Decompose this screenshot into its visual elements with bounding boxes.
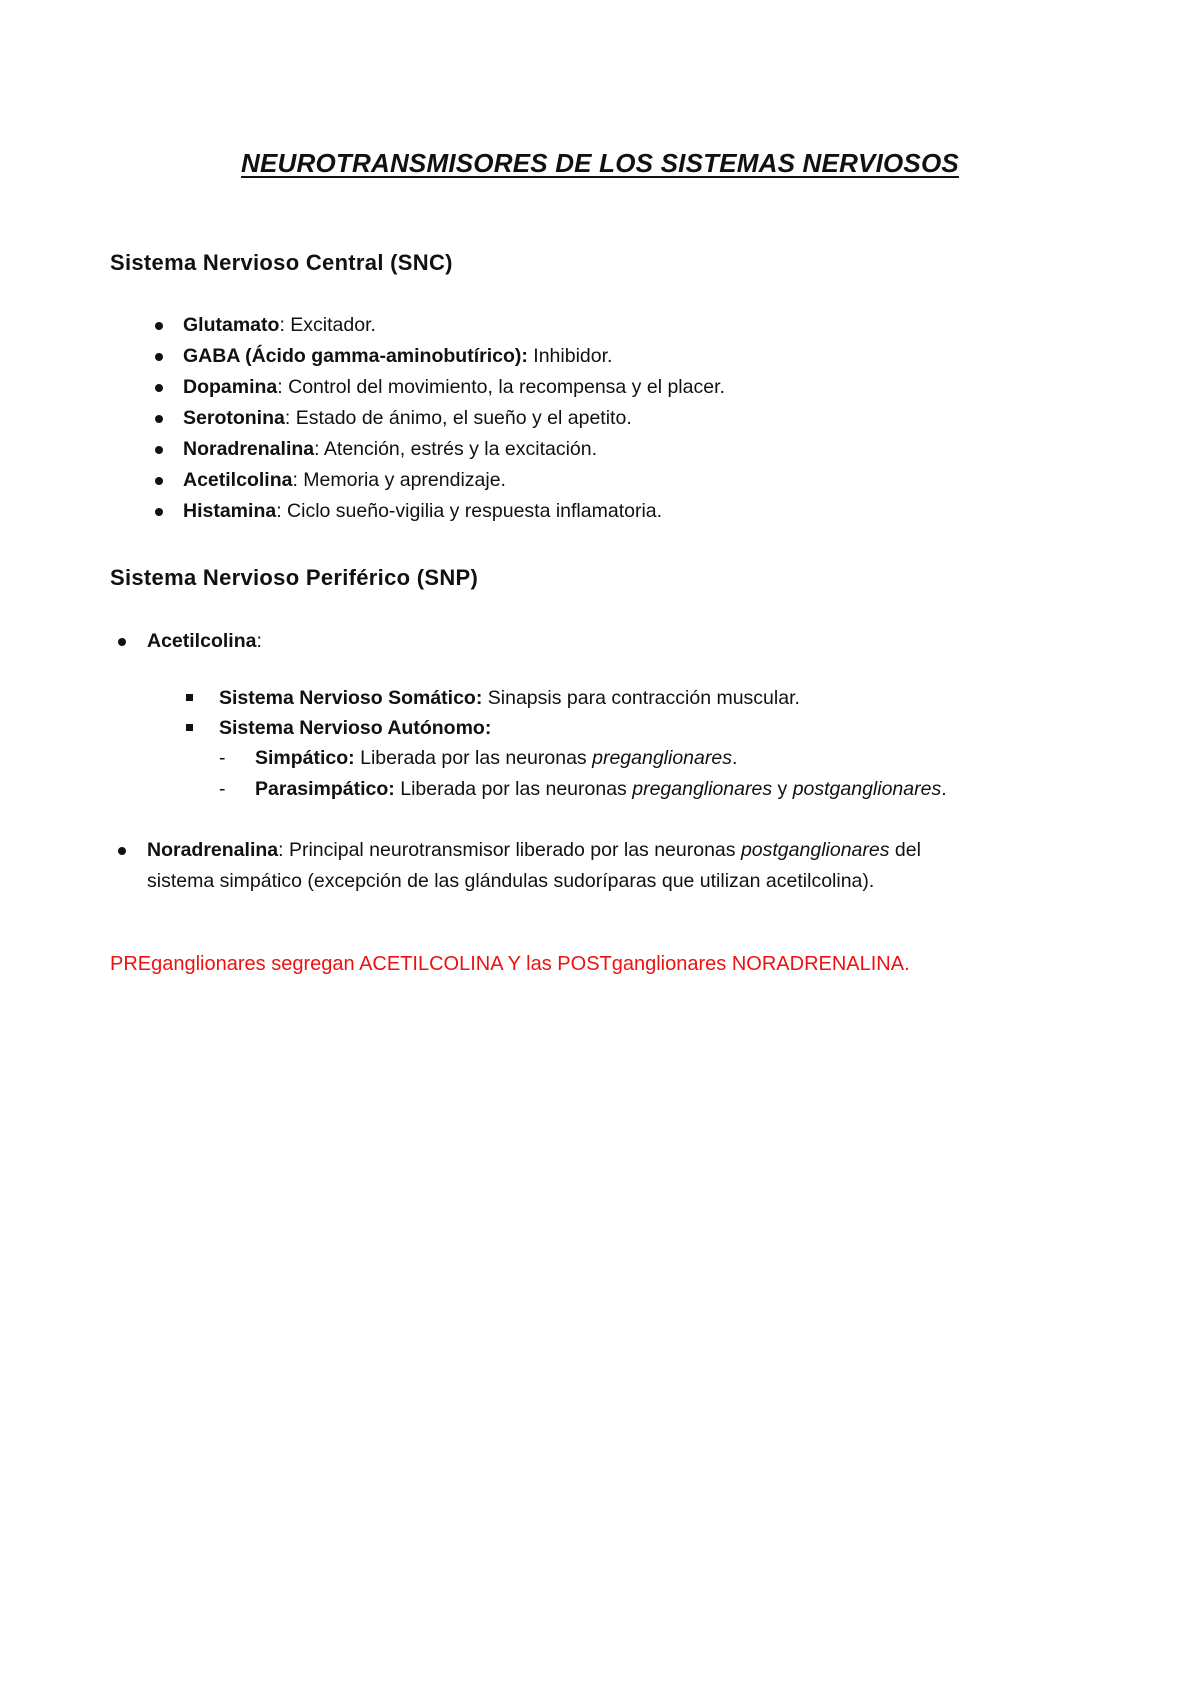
item-desc-end: del [889, 839, 921, 861]
item-term: GABA (Ácido gamma-aminobutírico): [183, 345, 528, 367]
item-end: . [731, 747, 738, 769]
item-term: Noradrenalina [147, 839, 279, 861]
item-term: Histamina [183, 500, 277, 522]
bullet-icon [155, 322, 163, 330]
item-sep: : [284, 407, 296, 429]
item-emphasis: postganglionares [740, 839, 890, 861]
item-desc: Excitador. [290, 314, 376, 336]
bullet-icon [155, 508, 163, 516]
item-desc: Liberada por las neuronas [354, 747, 593, 769]
square-bullet-icon [186, 724, 193, 731]
bullet-icon [155, 446, 163, 454]
item-desc: Ciclo sueño-vigilia y respuesta inflamatoria. [287, 500, 663, 522]
page-title: NEUROTRANSMISORES DE LOS SISTEMAS NERVIOSOS [241, 148, 959, 178]
item-sep: : [292, 469, 304, 491]
list-item-somatico [219, 683, 800, 714]
item-desc: Estado de ánimo, el sueño y el apetito. [295, 407, 632, 429]
bullet-icon [155, 384, 163, 392]
list-item [183, 310, 376, 341]
item-sep: : [314, 438, 324, 460]
list-item [183, 341, 612, 372]
item-desc: : Principal neurotransmisor liberado por las neuronas [278, 839, 741, 861]
item-sep: : [276, 500, 288, 522]
item-term: Simpático: [255, 747, 355, 769]
item-desc: Control del movimiento, la recompensa y el placer. [288, 376, 725, 398]
list-item-autonomo [219, 713, 491, 744]
item-term: Acetilcolina [147, 630, 257, 652]
bullet-icon [118, 847, 126, 855]
bullet-icon [155, 415, 163, 423]
item-term: Glutamato [183, 314, 280, 336]
item-desc: sistema simpático (excepción de las glándulas sudoríparas que utilizan acetilcolina). [147, 870, 875, 892]
item-term: Parasimpático: [255, 778, 395, 800]
list-item-noradrenalina-continued [147, 866, 874, 897]
dash-bullet-icon: - [219, 778, 226, 800]
item-term: Serotonina [183, 407, 285, 429]
bullet-icon [155, 477, 163, 485]
list-item [183, 465, 506, 496]
dash-bullet-icon: - [219, 747, 226, 769]
list-item-simpatico [255, 743, 737, 774]
item-emphasis: preganglionares [592, 747, 732, 769]
snc-heading: Sistema Nervioso Central (SNC) [110, 250, 453, 275]
item-desc: Atención, estrés y la excitación. [323, 438, 598, 460]
bullet-icon [118, 638, 126, 646]
item-emphasis: preganglionares [632, 778, 773, 800]
item-term: Sistema Nervioso Autónomo: [219, 717, 492, 739]
list-item [183, 496, 662, 527]
item-sep: : [279, 314, 291, 336]
item-emphasis: postganglionares [792, 778, 942, 800]
list-item [183, 434, 597, 465]
item-term: Acetilcolina [183, 469, 293, 491]
item-sep: : [256, 630, 262, 652]
bullet-icon [155, 353, 163, 361]
list-item [183, 372, 725, 403]
item-term: Dopamina [183, 376, 278, 398]
summary-note: PREganglionares segregan ACETILCOLINA Y las POSTganglionares NORADRENALINA. [110, 953, 910, 975]
list-item [183, 403, 632, 434]
list-item-noradrenalina [147, 835, 921, 866]
square-bullet-icon [186, 694, 193, 701]
item-term: Sistema Nervioso Somático: [219, 687, 483, 709]
snp-heading: Sistema Nervioso Periférico (SNP) [110, 565, 479, 590]
item-desc: Sinapsis para contracción muscular. [482, 687, 800, 709]
list-item-parasimpatico [255, 774, 947, 805]
item-mid: y [772, 778, 793, 800]
item-desc: Liberada por las neuronas [394, 778, 633, 800]
item-sep: : [277, 376, 289, 398]
item-desc: Inhibidor. [533, 345, 613, 367]
item-end: . [941, 778, 947, 800]
item-desc: Memoria y aprendizaje. [303, 469, 506, 491]
item-term: Noradrenalina [183, 438, 315, 460]
list-item-acetilcolina [147, 626, 262, 657]
